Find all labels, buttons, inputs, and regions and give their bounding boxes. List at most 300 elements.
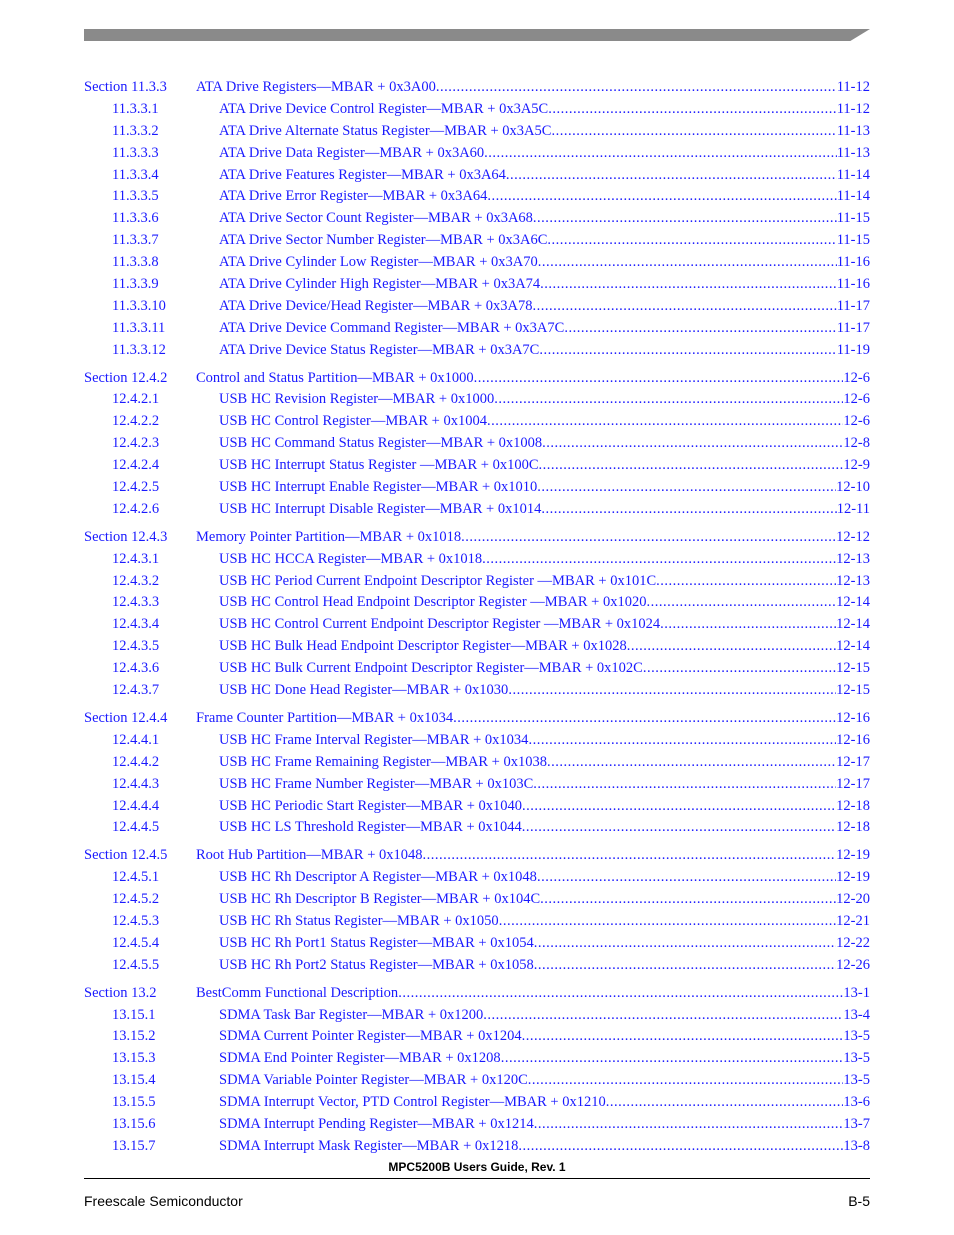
dot-leader [487,186,836,208]
toc-entry-page: 12-11 [836,500,870,517]
toc-entry-title: ATA Drive Device Status Register—MBAR + 0x3A7C [219,341,540,358]
toc-entry-line [219,680,870,702]
toc-entry-page: 12-15 [836,660,870,677]
dot-leader [534,933,836,955]
toc-entry-number: 11.3.3.1 [112,100,159,117]
toc-entry-line [219,636,870,658]
toc-section-entry[interactable] [84,527,870,549]
toc-entry-line [219,165,870,187]
toc-subsection-entry[interactable] [84,1136,870,1158]
toc-subsection-entry[interactable] [84,752,870,774]
toc-entry-line [219,549,870,571]
toc-entry-number: Section 12.4.5 [84,847,168,864]
dot-leader [484,143,837,165]
toc-entry-number: 12.4.3.3 [112,594,160,611]
toc-entry-line [219,614,870,636]
toc-entry-page: 11-12 [836,79,870,95]
toc-entry-page: 11-16 [836,254,870,271]
dot-leader [522,796,836,818]
toc-subsection-entry[interactable] [84,680,870,702]
dot-leader [539,340,836,362]
toc-entry-number: 12.4.5.2 [112,891,160,908]
toc-entry-page: 12-12 [836,528,870,545]
toc-entry-number: 12.4.4.1 [112,731,160,748]
company-name: Freescale Semiconductor [84,1193,243,1209]
toc-entry-line [219,477,870,499]
toc-subsection-entry[interactable] [84,1005,870,1027]
toc-group [84,845,870,976]
dot-leader [522,817,836,839]
toc-entry-line [196,368,870,390]
toc-entry-line [219,796,870,818]
toc-entry-line [196,77,870,99]
toc-subsection-entry[interactable] [84,592,870,614]
dot-leader [542,433,843,455]
toc-entry-line [219,817,870,839]
toc-entry-page: 12-18 [836,819,870,836]
toc-entry-title: USB HC Interrupt Status Register —MBAR + 0x100C [219,457,539,474]
dot-leader [482,549,836,571]
toc-entry-number: 12.4.4.3 [112,775,160,792]
toc-entry-page: 12-22 [836,934,870,951]
toc-entry-line [196,845,870,867]
toc-entry-title: SDMA Interrupt Mask Register—MBAR + 0x1218 [219,1137,519,1154]
toc-entry-page: 11-12 [836,100,870,117]
toc-entry-title: ATA Drive Device Command Register—MBAR + 0x3A7C [219,319,565,336]
toc-entry-page: 12-16 [836,709,870,726]
toc-entry-line [219,933,870,955]
toc-entry-line [219,1005,870,1027]
toc-entry-title: SDMA Interrupt Pending Register—MBAR + 0x1214 [219,1115,534,1132]
toc-entry-page: 13-6 [843,1094,870,1111]
toc-entry-title: SDMA End Pointer Register—MBAR + 0x1208 [219,1050,501,1067]
toc-entry-line [219,1048,870,1070]
toc-entry-page: 11-13 [836,144,870,161]
toc-entry-line [219,752,870,774]
toc-entry-number: Section 12.4.2 [84,369,168,386]
toc-subsection-entry[interactable] [84,796,870,818]
dot-leader [483,1005,843,1027]
toc-entry-number: 11.3.3.6 [112,210,159,227]
toc-entry-page: 12-16 [836,731,870,748]
dot-leader [547,752,836,774]
toc-subsection-entry[interactable] [84,817,870,839]
toc-subsection-entry[interactable] [84,1092,870,1114]
page-number: B-5 [848,1193,870,1209]
toc-entry-number: 12.4.3.1 [112,550,160,567]
toc-subsection-entry[interactable] [84,1026,870,1048]
toc-entry-title: ATA Drive Cylinder Low Register—MBAR + 0x3A70 [219,254,538,271]
toc-subsection-entry[interactable] [84,389,870,411]
toc-entry-title: USB HC Rh Descriptor B Register—MBAR + 0x104C [219,891,541,908]
toc-entry-title: ATA Drive Data Register—MBAR + 0x3A60 [219,144,485,161]
toc-entry-line [219,499,870,521]
toc-entry-number: Section 13.2 [84,984,157,1001]
toc-entry-number: 13.15.6 [112,1115,156,1132]
toc-entry-line [219,889,870,911]
toc-subsection-entry[interactable] [84,933,870,955]
toc-entry-line [219,433,870,455]
dot-leader [453,708,836,730]
dot-leader [436,77,837,99]
toc-entry-page: 13-7 [843,1115,870,1132]
dot-leader [518,1136,843,1158]
toc-subsection-entry[interactable] [84,730,870,752]
toc-subsection-entry[interactable] [84,889,870,911]
toc-entry-number: 11.3.3.2 [112,122,159,139]
toc-entry-line [219,1070,870,1092]
dot-leader [423,845,837,867]
toc-entry-page: 11-14 [836,188,870,205]
toc-entry-line [219,571,870,593]
dot-leader [533,208,837,230]
toc-entry-title: Root Hub Partition—MBAR + 0x1048 [196,847,423,864]
toc-entry-page: 12-21 [836,912,870,929]
dot-leader [547,230,836,252]
toc-entry-page: 12-9 [843,457,870,474]
toc-entry-title: USB HC Rh Descriptor A Register—MBAR + 0x1048 [219,869,537,886]
toc-entry-page: 12-15 [836,682,870,699]
toc-entry-number: 11.3.3.5 [112,188,159,205]
dot-leader [528,1070,844,1092]
toc-subsection-entry[interactable] [84,1048,870,1070]
toc-entry-title: USB HC Bulk Current Endpoint Descriptor Register—MBAR + 0x102C [219,660,643,677]
toc-entry-title: USB HC Bulk Head Endpoint Descriptor Register—MBAR + 0x1028 [219,638,627,655]
toc-entry-title: Control and Status Partition—MBAR + 0x1000 [196,369,474,386]
toc-entry-line [219,1136,870,1158]
toc-entry-number: Section 12.4.4 [84,709,168,726]
dot-leader [537,477,836,499]
toc-entry-line [219,186,870,208]
dot-leader [499,911,836,933]
toc-entry-number: Section 11.3.3 [84,79,167,95]
toc-entry-page: 13-5 [843,1050,870,1067]
toc-subsection-entry[interactable] [84,614,870,636]
toc-entry-title: ATA Drive Device Control Register—MBAR + 0x3A5C [219,100,549,117]
toc-subsection-entry[interactable] [84,571,870,593]
toc-entry-page: 12-20 [836,891,870,908]
dot-leader [564,318,836,340]
toc-entry-number: 12.4.2.3 [112,435,160,452]
dot-leader [534,955,836,977]
toc-entry-title: ATA Drive Features Register—MBAR + 0x3A64 [219,166,506,183]
toc-entry-page: 12-14 [836,594,870,611]
toc-entry-number: 11.3.3.7 [112,232,159,249]
toc-entry-title: Memory Pointer Partition—MBAR + 0x1018 [196,528,462,545]
toc-entry-title: USB HC Frame Number Register—MBAR + 0x103C [219,775,534,792]
toc-subsection-entry[interactable] [84,911,870,933]
dot-leader [538,252,837,274]
toc-entry-number: 12.4.5.5 [112,956,160,973]
dot-leader [487,411,843,433]
toc-entry-page: 12-13 [836,572,870,589]
toc-entry-title: USB HC Frame Remaining Register—MBAR + 0x1038 [219,753,547,770]
toc-entry-line [219,867,870,889]
toc-group [84,983,870,1158]
toc-section-entry[interactable] [84,845,870,867]
dot-leader [660,614,836,636]
toc-subsection-entry[interactable] [84,433,870,455]
dot-leader [643,658,836,680]
toc-entry-title: USB HC Period Current Endpoint Descriptor Register —MBAR + 0x101C [219,572,657,589]
toc-entry-page: 12-14 [836,616,870,633]
toc-entry-number: 11.3.3.11 [112,319,166,336]
toc-entry-page: 12-6 [843,413,870,430]
toc-entry-number: 12.4.2.4 [112,457,160,474]
toc-subsection-entry[interactable] [84,455,870,477]
toc-subsection-entry[interactable] [84,208,870,230]
toc-entry-line [219,774,870,796]
toc-entry-number: 13.15.5 [112,1094,156,1111]
toc-entry-title: ATA Drive Sector Count Register—MBAR + 0x3A68 [219,210,533,227]
toc-entry-title: USB HC Control Head Endpoint Descriptor Register —MBAR + 0x1020 [219,594,647,611]
dot-leader [533,774,836,796]
dot-leader [656,571,836,593]
toc-entry-title: SDMA Interrupt Vector, PTD Control Register—MBAR + 0x1210 [219,1094,606,1111]
toc-subsection-entry[interactable] [84,165,870,187]
toc-entry-page: 12-14 [836,638,870,655]
toc-subsection-entry[interactable] [84,499,870,521]
toc-entry-number: 12.4.4.2 [112,753,160,770]
toc-entry-page: 12-6 [843,369,870,386]
dot-leader [627,636,836,658]
toc-entry-line [219,411,870,433]
toc-section-entry[interactable] [84,77,870,99]
toc-entry-number: 12.4.5.4 [112,934,160,951]
toc-subsection-entry[interactable] [84,867,870,889]
toc-entry-title: USB HC LS Threshold Register—MBAR + 0x1044 [219,819,522,836]
toc-group [84,708,870,839]
toc-section-entry[interactable] [84,708,870,730]
toc-subsection-entry[interactable] [84,318,870,340]
toc-entry-line [219,340,870,362]
toc-entry-line [219,911,870,933]
toc-entry-page: 12-26 [836,956,870,973]
toc-entry-line [196,708,870,730]
toc-entry-page: 11-15 [836,232,870,249]
toc-subsection-entry[interactable] [84,477,870,499]
toc-entry-line [219,389,870,411]
dot-leader [398,983,843,1005]
dot-leader [646,592,836,614]
toc-entry-line [219,1026,870,1048]
toc-entry-title: USB HC Command Status Register—MBAR + 0x1008 [219,435,543,452]
toc-entry-number: Section 12.4.3 [84,528,168,545]
dot-leader [540,274,837,296]
toc-entry-page: 13-5 [843,1072,870,1089]
toc-group [84,77,870,362]
toc-entry-page: 11-16 [836,276,870,293]
toc-entry-title: USB HC Periodic Start Register—MBAR + 0x1040 [219,797,523,814]
toc-group [84,527,870,702]
toc-section-entry[interactable] [84,368,870,390]
dot-leader [474,368,844,390]
toc-entry-title: USB HC Rh Status Register—MBAR + 0x1050 [219,912,499,929]
toc-entry-title: USB HC Interrupt Enable Register—MBAR + 0x1010 [219,479,538,496]
toc-entry-title: ATA Drive Sector Number Register—MBAR + 0x3A6C [219,232,548,249]
toc-entry-number: 12.4.4.4 [112,797,160,814]
toc-entry-number: 13.15.3 [112,1050,156,1067]
toc-entry-page: 13-8 [843,1137,870,1154]
toc-entry-line [219,318,870,340]
toc-entry-title: ATA Drive Device/Head Register—MBAR + 0x3A78 [219,297,533,314]
toc-entry-number: 12.4.5.1 [112,869,160,886]
toc-entry-number: 12.4.3.5 [112,638,160,655]
toc-entry-line [219,99,870,121]
dot-leader [606,1092,844,1114]
toc-group [84,368,870,521]
toc-entry-page: 11-19 [836,341,870,358]
toc-entry-page: 11-13 [836,122,870,139]
toc-entry-number: 11.3.3.10 [112,297,166,314]
toc-entry-title: SDMA Task Bar Register—MBAR + 0x1200 [219,1006,484,1023]
footer-divider [84,1178,870,1179]
toc-entry-title: Frame Counter Partition—MBAR + 0x1034 [196,709,454,726]
toc-entry-line [219,658,870,680]
dot-leader [522,1026,844,1048]
toc-subsection-entry[interactable] [84,230,870,252]
toc-entry-page: 13-1 [843,984,870,1001]
dot-leader [494,389,843,411]
table-of-contents [84,77,870,1164]
toc-subsection-entry[interactable] [84,1070,870,1092]
toc-entry-page: 11-14 [836,166,870,183]
toc-entry-number: 12.4.3.6 [112,660,160,677]
dot-leader [532,296,836,318]
dot-leader [508,680,836,702]
toc-subsection-entry[interactable] [84,121,870,143]
toc-entry-line [219,230,870,252]
toc-subsection-entry[interactable] [84,143,870,165]
toc-entry-page: 11-15 [836,210,870,227]
toc-entry-number: 12.4.3.7 [112,682,160,699]
toc-entry-line [219,592,870,614]
toc-entry-title: USB HC Done Head Register—MBAR + 0x1030 [219,682,509,699]
toc-entry-page: 12-19 [836,847,870,864]
dot-leader [534,1114,844,1136]
toc-entry-number: 12.4.2.6 [112,500,160,517]
toc-entry-number: 11.3.3.4 [112,166,159,183]
dot-leader [540,889,836,911]
toc-entry-title: SDMA Variable Pointer Register—MBAR + 0x120C [219,1072,528,1089]
toc-entry-page: 13-5 [843,1028,870,1045]
toc-entry-line [219,208,870,230]
toc-entry-page: 12-10 [836,479,870,496]
toc-subsection-entry[interactable] [84,1114,870,1136]
toc-subsection-entry[interactable] [84,99,870,121]
toc-subsection-entry[interactable] [84,411,870,433]
toc-subsection-entry[interactable] [84,549,870,571]
toc-entry-line [219,730,870,752]
toc-entry-title: ATA Drive Registers—MBAR + 0x3A00 [196,79,436,95]
toc-entry-title: ATA Drive Alternate Status Register—MBAR + 0x3A5C [219,122,552,139]
toc-entry-line [196,527,870,549]
toc-entry-number: 11.3.3.9 [112,276,159,293]
toc-entry-page: 12-8 [843,435,870,452]
toc-entry-page: 12-6 [843,391,870,408]
dot-leader [539,455,844,477]
dot-leader [541,499,836,521]
toc-subsection-entry[interactable] [84,658,870,680]
toc-entry-number: 11.3.3.12 [112,341,166,358]
toc-entry-line [219,1092,870,1114]
dot-leader [537,867,836,889]
toc-entry-number: 13.15.4 [112,1072,156,1089]
toc-subsection-entry[interactable] [84,774,870,796]
toc-entry-title: ATA Drive Cylinder High Register—MBAR + 0x3A74 [219,276,541,293]
dot-leader [551,121,836,143]
toc-entry-title: USB HC HCCA Register—MBAR + 0x1018 [219,550,483,567]
toc-subsection-entry[interactable] [84,296,870,318]
toc-entry-page: 12-19 [836,869,870,886]
toc-entry-line [219,121,870,143]
toc-subsection-entry[interactable] [84,274,870,296]
dot-leader [506,165,837,187]
toc-entry-number: 12.4.2.5 [112,479,160,496]
toc-entry-title: BestComm Functional Description [196,984,399,1001]
dot-leader [548,99,836,121]
toc-entry-title: ATA Drive Error Register—MBAR + 0x3A64 [219,188,488,205]
toc-entry-page: 11-17 [836,297,870,314]
toc-entry-number: 11.3.3.3 [112,144,159,161]
toc-entry-number: 11.3.3.8 [112,254,159,271]
dot-leader [528,730,836,752]
toc-subsection-entry[interactable] [84,186,870,208]
toc-entry-number: 12.4.2.2 [112,413,160,430]
toc-entry-title: USB HC Frame Interval Register—MBAR + 0x1034 [219,731,529,748]
toc-entry-line [219,274,870,296]
toc-entry-number: 12.4.3.2 [112,572,160,589]
toc-entry-number: 13.15.2 [112,1028,156,1045]
toc-subsection-entry[interactable] [84,252,870,274]
toc-entry-page: 12-13 [836,550,870,567]
toc-entry-line [219,143,870,165]
toc-entry-number: 12.4.3.4 [112,616,160,633]
toc-entry-line [219,1114,870,1136]
dot-leader [501,1048,844,1070]
toc-entry-line [196,983,870,1005]
toc-entry-line [219,955,870,977]
toc-entry-number: 13.15.1 [112,1006,156,1023]
toc-entry-page: 11-17 [836,319,870,336]
toc-entry-title: USB HC Rh Port1 Status Register—MBAR + 0x1054 [219,934,534,951]
toc-subsection-entry[interactable] [84,340,870,362]
header-bar [84,29,870,41]
toc-entry-number: 12.4.5.3 [112,912,160,929]
toc-entry-number: 12.4.4.5 [112,819,160,836]
toc-section-entry[interactable] [84,983,870,1005]
toc-entry-page: 13-4 [843,1006,870,1023]
document-title: MPC5200B Users Guide, Rev. 1 [388,1160,566,1174]
toc-entry-title: USB HC Rh Port2 Status Register—MBAR + 0x1058 [219,956,534,973]
toc-entry-number: 13.15.7 [112,1137,156,1154]
toc-entry-page: 12-17 [836,775,870,792]
toc-entry-line [219,296,870,318]
toc-entry-page: 12-17 [836,753,870,770]
toc-entry-title: USB HC Revision Register—MBAR + 0x1000 [219,391,495,408]
toc-entry-line [219,252,870,274]
toc-entry-title: USB HC Interrupt Disable Register—MBAR + 0x1014 [219,500,542,517]
toc-entry-title: USB HC Control Current Endpoint Descriptor Register —MBAR + 0x1024 [219,616,661,633]
toc-entry-page: 12-18 [836,797,870,814]
dot-leader [461,527,836,549]
toc-entry-title: USB HC Control Register—MBAR + 0x1004 [219,413,487,430]
toc-entry-line [219,455,870,477]
toc-subsection-entry[interactable] [84,955,870,977]
toc-subsection-entry[interactable] [84,636,870,658]
toc-entry-number: 12.4.2.1 [112,391,160,408]
toc-entry-title: SDMA Current Pointer Register—MBAR + 0x1204 [219,1028,522,1045]
